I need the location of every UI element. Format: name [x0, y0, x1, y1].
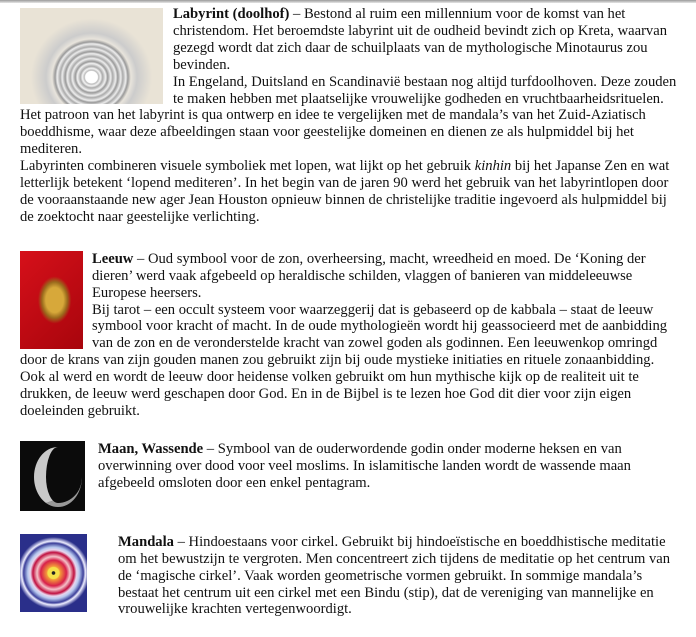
labyrint-paragraph-1: Labyrint (doolhof) – Bestond al ruim een millennium voor de komst van het christendom. Het beroemdste labyrint uit de oudheid bevindt zich op Kreta, waarvan gezegd wordt dat zich daar de schuilplaats van de mythologische Minotaurus zou bevinden.: [173, 6, 668, 73]
lion-image: [20, 251, 83, 349]
leeuw-paragraph-3: Ook al werd en wordt de leeuw door heidense volken gebruikt om hun mythische kijk op de realiteit uit te drukken, de leeuw werd geschapen door God. En in de Bijbel is te lezen hoe God dit dier voor zijn eigen doeleinden gebruikt.: [20, 369, 639, 419]
crescent-moon-image: [20, 441, 85, 511]
mandala-paragraph-1: Mandala – Hindoestaans voor cirkel. Gebruikt bij hindoeïstische en boeddhistische meditatie om het bewustzijn te vergroten. Men concentreert zich tijdens de meditatie op het centrum van de ‘magische cirkel’. Vaak worden geometrische vormen gebruikt. In sommige mandala’s bestaat het centrum uit een cirkel met een Bindu (stip), dat de vereniging van mannelijke en vrouwelijke krachten vertegenwoordigt.: [118, 533, 671, 618]
maan-paragraph-1: Maan, Wassende – Symbool van de ouderwordende godin onder moderne heksen en van overwinning over dood voor veel moslims. In islamitische landen wordt de wassende maan afgebeeld omsloten door een enkel pentagram.: [98, 440, 631, 491]
entry-leeuw: [20, 243, 682, 420]
maan-title: Maan, Wassende: [98, 440, 204, 457]
labyrinth-image: [20, 8, 163, 104]
entry-maan: [20, 437, 682, 513]
mandala-image: [20, 534, 87, 612]
leeuw-paragraph-2: Bij tarot – een occult systeem voor waarzeggerij dat is gebaseerd op de kabbala – staat de leeuw symbool voor kracht of macht. In de oude mythologieën wordt hij geassocieerd met de aanbidding van de zon en de veronderstelde kracht van zowel goden als godinnen. Een leeuwenkop omringd door de krans van zijn gouden manen zou gebruikt zijn bij oude mystieke initiaties en rituele zonaanbidding.: [20, 301, 668, 369]
leeuw-title: Leeuw: [92, 250, 134, 267]
top-edge-shadow: [0, 0, 696, 3]
labyrint-title: Labyrint (doolhof): [173, 6, 290, 22]
entry-mandala: [20, 530, 682, 619]
labyrint-paragraph-2: In Engeland, Duitsland en Scandinavië bestaan nog altijd turfdoolhoven. Deze zouden te maken hebben met plaatselijke vrouwelijke godheden en vruchtbaarheidsrituelen. Het patroon van het labyrint is qua ontwerp en idee te vergelijken met de mandala’s van het Zuid-Aziatisch boeddhisme, waar deze afbeeldingen staan voor geestelijke domeinen en dienen ze als hulpmiddel bij het mediteren.: [20, 73, 677, 158]
mandala-title: Mandala: [118, 533, 174, 550]
entry-labyrint: [20, 6, 682, 226]
document-page: [20, 6, 682, 635]
labyrint-paragraph-3: Labyrinten combineren visuele symboliek met lopen, wat lijkt op het gebruik kinhin bij het Japanse Zen en wat letterlijk betekent ‘lopend mediteren’. In het begin van de jaren 90 werd het gebruik van het labyrintlopen door de vooraanstaande new ager Jean Houston opnieuw binnen de christelijke traditie ingevoerd als hulpmiddel bij de zoektocht naar geestelijke verlichting.: [20, 158, 670, 225]
leeuw-paragraph-1: Leeuw – Oud symbool voor de zon, overheersing, macht, wreedheid en moed. De ‘Koning der dieren’ werd vaak afgebeeld op heraldische schilden, vlaggen of banieren van middeleeuwse Europese heersers.: [92, 250, 646, 301]
